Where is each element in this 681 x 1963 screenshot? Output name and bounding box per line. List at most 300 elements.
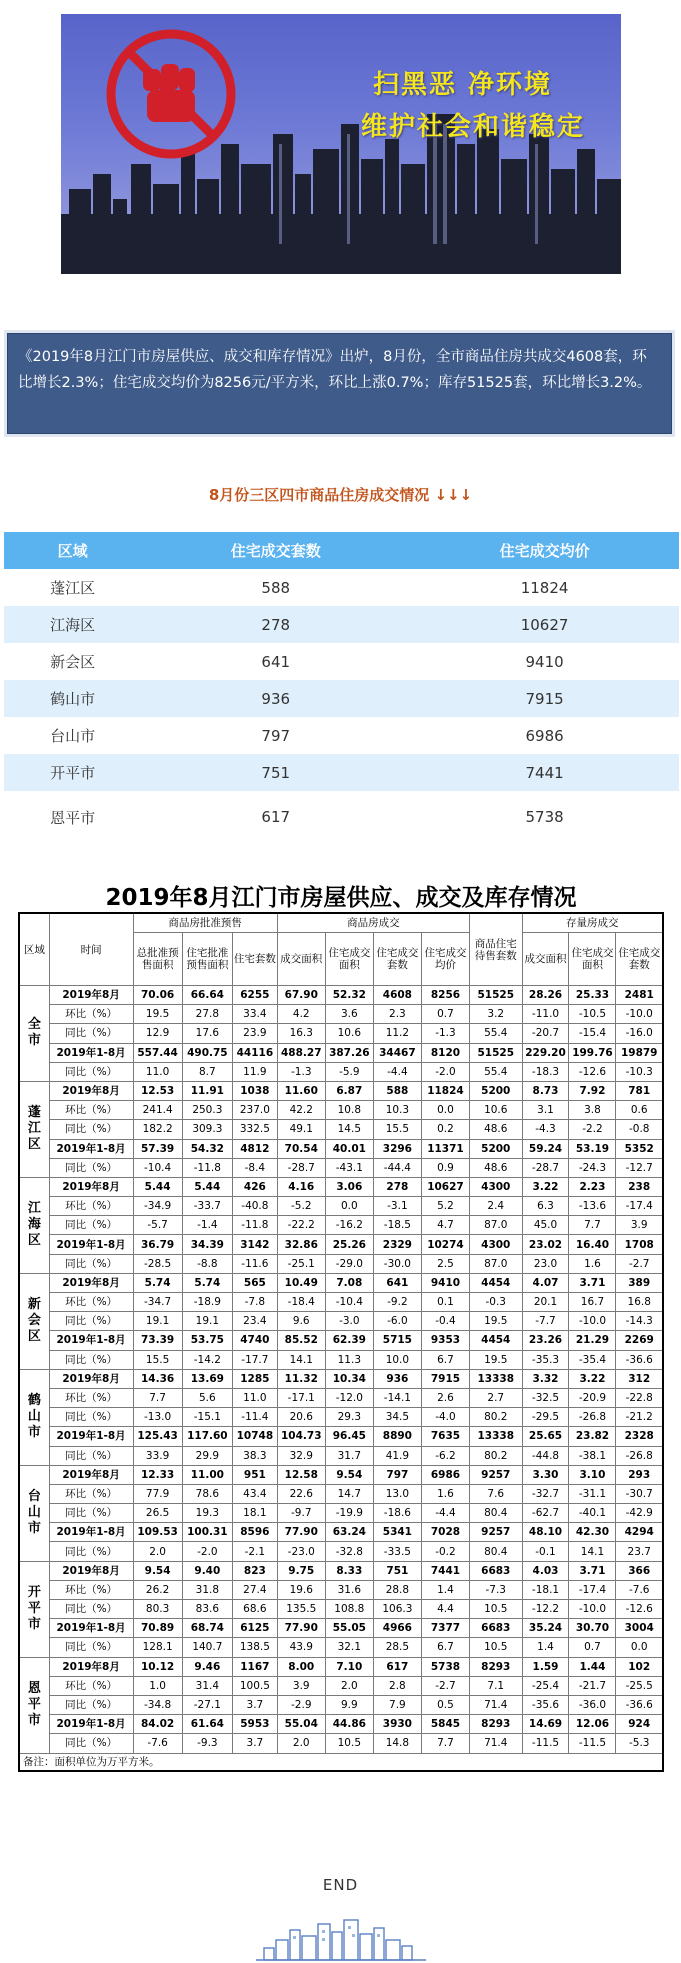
- row-label: 环比（%）: [49, 1676, 133, 1695]
- table-cell: 2481: [616, 986, 663, 1005]
- table-cell: 23.7: [616, 1542, 663, 1561]
- table-cell: 2.5: [421, 1254, 469, 1273]
- table-cell: -26.8: [569, 1408, 616, 1427]
- col-res-avg-price: 住宅成交均价: [421, 933, 469, 986]
- table-cell: 20.1: [522, 1293, 569, 1312]
- table-cell: -36.6: [616, 1350, 663, 1369]
- table-cell: 106.3: [373, 1600, 421, 1619]
- table-cell: 312: [616, 1369, 663, 1388]
- table-row: [19, 1734, 663, 1753]
- table-cell: -14.1: [373, 1388, 421, 1407]
- table-cell: 35.24: [522, 1619, 569, 1638]
- table-cell: 3.8: [569, 1101, 616, 1120]
- header-region: 区域: [4, 532, 141, 569]
- table-cell: 5341: [373, 1523, 421, 1542]
- table-cell: 67.90: [277, 986, 325, 1005]
- table-cell: -6.0: [373, 1312, 421, 1331]
- table-cell: 10.5: [325, 1734, 373, 1753]
- table-cell: 10748: [233, 1427, 278, 1446]
- col-total-presale-area: 总批准预售面积: [133, 933, 182, 986]
- table-cell: 31.8: [182, 1580, 232, 1599]
- row-label: 2019年1-8月: [49, 1715, 133, 1734]
- table-row: [19, 1101, 663, 1120]
- table-cell: -18.1: [522, 1580, 569, 1599]
- table-cell: 109.53: [133, 1523, 182, 1542]
- row-label: 2019年8月: [49, 1465, 133, 1484]
- table-cell: 5.74: [182, 1273, 232, 1292]
- table-cell: 4966: [373, 1619, 421, 1638]
- table-cell: -17.4: [616, 1197, 663, 1216]
- district-name: 新会区: [50, 653, 96, 671]
- table-cell: 104.73: [277, 1427, 325, 1446]
- table-cell: 0.7: [421, 1005, 469, 1024]
- table-cell: 12.53: [133, 1081, 182, 1100]
- table-cell: 28.5: [373, 1638, 421, 1657]
- table-cell: -5.7: [133, 1216, 182, 1235]
- table-cell: -7.6: [133, 1734, 182, 1753]
- district-deals: 936: [141, 680, 410, 717]
- district-section-title: 8月份三区四市商品住房成交情况 ↓↓↓: [208, 486, 473, 504]
- district-row: [4, 680, 679, 717]
- table-cell: 3.2: [469, 1005, 522, 1024]
- table-cell: 490.75: [182, 1043, 232, 1062]
- table-cell: -12.2: [522, 1600, 569, 1619]
- table-cell: 100.31: [182, 1523, 232, 1542]
- district-deals: 751: [141, 754, 410, 791]
- district-name: 鹤山市: [4, 680, 141, 717]
- table-cell: 18.1: [233, 1504, 278, 1523]
- table-cell: 6125: [233, 1619, 278, 1638]
- table-cell: 11.0: [133, 1062, 182, 1081]
- row-label: 同比（%）: [49, 1408, 133, 1427]
- table-cell: 32.1: [325, 1638, 373, 1657]
- row-label: 同比（%）: [49, 1350, 133, 1369]
- table-cell: 19.3: [182, 1504, 232, 1523]
- table-cell: 22.6: [277, 1484, 325, 1503]
- table-cell: 332.5: [233, 1120, 278, 1139]
- table-cell: 135.5: [277, 1600, 325, 1619]
- table-cell: 19.5: [133, 1005, 182, 1024]
- table-cell: -3.1: [373, 1197, 421, 1216]
- table-cell: 7.9: [373, 1695, 421, 1714]
- table-cell: 4294: [616, 1523, 663, 1542]
- table-cell: 42.2: [277, 1101, 325, 1120]
- row-label: 同比（%）: [49, 1734, 133, 1753]
- table-row: [19, 1197, 663, 1216]
- table-cell: 43.4: [233, 1484, 278, 1503]
- table-cell: -5.2: [277, 1197, 325, 1216]
- big-table-title: 2019年8月江门市房屋供应、成交及库存情况: [105, 885, 577, 911]
- table-cell: 7915: [421, 1369, 469, 1388]
- row-label: 同比（%）: [49, 1158, 133, 1177]
- row-label: 同比（%）: [49, 1446, 133, 1465]
- table-cell: -34.7: [133, 1293, 182, 1312]
- table-cell: -0.2: [421, 1542, 469, 1561]
- table-cell: -3.0: [325, 1312, 373, 1331]
- table-cell: 751: [373, 1561, 421, 1580]
- table-cell: 14.36: [133, 1369, 182, 1388]
- table-cell: 38.3: [233, 1446, 278, 1465]
- table-cell: -15.1: [182, 1408, 232, 1427]
- table-cell: -35.6: [522, 1695, 569, 1714]
- end-label: END: [322, 1876, 359, 1894]
- table-cell: 4.03: [522, 1561, 569, 1580]
- table-cell: 8.33: [325, 1561, 373, 1580]
- table-row: [19, 1484, 663, 1503]
- table-cell: 55.4: [469, 1024, 522, 1043]
- table-cell: 29.3: [325, 1408, 373, 1427]
- table-cell: -0.3: [469, 1293, 522, 1312]
- table-cell: 26.2: [133, 1580, 182, 1599]
- table-cell: 1.59: [522, 1657, 569, 1676]
- table-cell: -18.9: [182, 1293, 232, 1312]
- row-label: 2019年1-8月: [49, 1331, 133, 1350]
- table-cell: 7441: [421, 1561, 469, 1580]
- table-cell: -22.8: [616, 1388, 663, 1407]
- table-cell: -10.0: [616, 1005, 663, 1024]
- district-row: [4, 606, 679, 643]
- table-cell: 70.89: [133, 1619, 182, 1638]
- district-row: [4, 791, 679, 843]
- table-cell: 7.1: [469, 1676, 522, 1695]
- table-cell: 12.33: [133, 1465, 182, 1484]
- table-cell: -11.6: [233, 1254, 278, 1273]
- table-cell: 28.26: [522, 986, 569, 1005]
- table-cell: 7377: [421, 1619, 469, 1638]
- table-cell: 17.6: [182, 1024, 232, 1043]
- table-cell: -12.0: [325, 1388, 373, 1407]
- table-cell: -1.3: [277, 1062, 325, 1081]
- table-cell: 1285: [233, 1369, 278, 1388]
- table-cell: 3004: [616, 1619, 663, 1638]
- table-cell: 293: [616, 1465, 663, 1484]
- table-cell: 73.39: [133, 1331, 182, 1350]
- table-cell: 11.9: [233, 1062, 278, 1081]
- table-cell: 80.4: [469, 1542, 522, 1561]
- table-cell: 9.46: [182, 1657, 232, 1676]
- table-cell: -35.4: [569, 1350, 616, 1369]
- table-cell: 9410: [421, 1273, 469, 1292]
- row-label: 环比（%）: [49, 1388, 133, 1407]
- row-label: 同比（%）: [49, 1312, 133, 1331]
- table-cell: 25.33: [569, 986, 616, 1005]
- region-name: 全市: [19, 986, 49, 1082]
- table-row: [19, 986, 663, 1005]
- table-cell: 4.7: [421, 1216, 469, 1235]
- table-cell: 389: [616, 1273, 663, 1292]
- table-cell: 10627: [421, 1177, 469, 1196]
- table-cell: -10.0: [569, 1312, 616, 1331]
- table-cell: 5352: [616, 1139, 663, 1158]
- table-cell: 1708: [616, 1235, 663, 1254]
- district-price: 6986: [525, 726, 564, 745]
- table-cell: 9.54: [133, 1561, 182, 1580]
- row-label: 同比（%）: [49, 1024, 133, 1043]
- table-cell: -30.0: [373, 1254, 421, 1273]
- table-cell: 19.6: [277, 1580, 325, 1599]
- table-cell: 7.7: [569, 1216, 616, 1235]
- skyline-illustration: [61, 14, 621, 274]
- table-row: [19, 1504, 663, 1523]
- table-cell: 30.70: [569, 1619, 616, 1638]
- table-cell: -11.5: [522, 1734, 569, 1753]
- table-row: [19, 1695, 663, 1714]
- table-cell: -25.5: [616, 1676, 663, 1695]
- table-cell: 1038: [233, 1081, 278, 1100]
- table-cell: 19.1: [133, 1312, 182, 1331]
- table-cell: 237.0: [233, 1101, 278, 1120]
- table-cell: 16.7: [569, 1293, 616, 1312]
- table-cell: 1.4: [421, 1580, 469, 1599]
- row-label: 2019年1-8月: [49, 1235, 133, 1254]
- district-price: 10627: [410, 606, 679, 643]
- table-cell: -22.2: [277, 1216, 325, 1235]
- row-label: 2019年1-8月: [49, 1427, 133, 1446]
- table-cell: 16.3: [277, 1024, 325, 1043]
- table-cell: -34.9: [133, 1197, 182, 1216]
- table-cell: 23.26: [522, 1331, 569, 1350]
- table-cell: -32.5: [522, 1388, 569, 1407]
- group-presale: 商品房批准预售: [133, 913, 277, 933]
- table-cell: 0.7: [569, 1638, 616, 1657]
- table-cell: 20.6: [277, 1408, 325, 1427]
- table-cell: 10.5: [469, 1638, 522, 1657]
- table-cell: 6255: [233, 986, 278, 1005]
- district-table: [4, 532, 679, 843]
- table-cell: 199.76: [569, 1043, 616, 1062]
- table-cell: -10.4: [325, 1293, 373, 1312]
- table-cell: 43.9: [277, 1638, 325, 1657]
- table-cell: 9.40: [182, 1561, 232, 1580]
- table-cell: 108.8: [325, 1600, 373, 1619]
- table-cell: 3.6: [325, 1005, 373, 1024]
- table-cell: 797: [373, 1465, 421, 1484]
- table-cell: 19.5: [469, 1350, 522, 1369]
- table-cell: 5.2: [421, 1197, 469, 1216]
- table-cell: 8256: [421, 986, 469, 1005]
- table-cell: 4454: [469, 1331, 522, 1350]
- table-cell: 26.5: [133, 1504, 182, 1523]
- table-cell: 138.5: [233, 1638, 278, 1657]
- district-table-header: [4, 532, 679, 569]
- district-name: 蓬江区: [50, 579, 96, 597]
- table-cell: 5.44: [133, 1177, 182, 1196]
- table-cell: -1.4: [182, 1216, 232, 1235]
- table-cell: -9.3: [182, 1734, 232, 1753]
- table-cell: 84.02: [133, 1715, 182, 1734]
- table-cell: 55.05: [325, 1619, 373, 1638]
- table-cell: -11.8: [233, 1216, 278, 1235]
- table-cell: 5738: [421, 1657, 469, 1676]
- table-cell: -12.6: [616, 1600, 663, 1619]
- table-cell: -40.1: [569, 1504, 616, 1523]
- table-row: [19, 1062, 663, 1081]
- table-cell: 80.3: [133, 1600, 182, 1619]
- table-row: [19, 1350, 663, 1369]
- table-cell: -4.4: [373, 1062, 421, 1081]
- table-cell: 80.4: [469, 1504, 522, 1523]
- table-cell: -0.8: [616, 1120, 663, 1139]
- table-cell: 4.4: [421, 1600, 469, 1619]
- district-price: 9410: [525, 652, 564, 671]
- table-cell: 40.01: [325, 1139, 373, 1158]
- table-row: [19, 1235, 663, 1254]
- district-price: 7441: [410, 754, 679, 791]
- table-cell: 9257: [469, 1523, 522, 1542]
- table-cell: 10.5: [469, 1600, 522, 1619]
- banner-slogan-line2: 维护社会和谐稳定: [361, 112, 586, 142]
- table-cell: 33.9: [133, 1446, 182, 1465]
- table-cell: 4740: [233, 1331, 278, 1350]
- table-cell: 2.3: [373, 1005, 421, 1024]
- table-cell: 9353: [421, 1331, 469, 1350]
- district-name: 开平市: [4, 754, 141, 791]
- region-name: 鹤山市: [19, 1369, 49, 1465]
- table-cell: -25.4: [522, 1676, 569, 1695]
- table-row: [19, 1619, 663, 1638]
- table-cell: 34467: [373, 1043, 421, 1062]
- table-cell: 5.6: [182, 1388, 232, 1407]
- table-cell: 0.5: [421, 1695, 469, 1714]
- table-cell: 48.6: [469, 1120, 522, 1139]
- table-cell: -36.6: [616, 1695, 663, 1714]
- table-cell: 1.0: [133, 1676, 182, 1695]
- table-cell: 5200: [469, 1139, 522, 1158]
- table-cell: -0.4: [421, 1312, 469, 1331]
- table-cell: 87.0: [469, 1216, 522, 1235]
- district-price: 7915: [410, 680, 679, 717]
- table-row: [19, 1388, 663, 1407]
- table-row: [19, 1657, 663, 1676]
- table-cell: 70.54: [277, 1139, 325, 1158]
- header-price: 住宅成交均价: [410, 532, 679, 569]
- table-cell: 9.9: [325, 1695, 373, 1714]
- table-cell: 3.30: [522, 1465, 569, 1484]
- table-cell: -4.4: [421, 1504, 469, 1523]
- table-row: [19, 1312, 663, 1331]
- table-cell: 2.6: [421, 1388, 469, 1407]
- table-cell: 14.5: [325, 1120, 373, 1139]
- table-cell: 13.0: [373, 1484, 421, 1503]
- table-cell: 0.9: [421, 1158, 469, 1177]
- table-cell: 71.4: [469, 1734, 522, 1753]
- table-cell: -33.7: [182, 1197, 232, 1216]
- table-cell: 12.58: [277, 1465, 325, 1484]
- table-cell: 7.08: [325, 1273, 373, 1292]
- table-cell: 1.6: [569, 1254, 616, 1273]
- table-cell: 6.3: [522, 1197, 569, 1216]
- table-cell: 5.44: [182, 1177, 232, 1196]
- table-cell: 4812: [233, 1139, 278, 1158]
- district-name: 恩平市: [50, 808, 96, 827]
- row-label: 2019年8月: [49, 1561, 133, 1580]
- table-cell: 9257: [469, 1465, 522, 1484]
- table-cell: -17.7: [233, 1350, 278, 1369]
- table-cell: -2.7: [421, 1676, 469, 1695]
- table-cell: -4.0: [421, 1408, 469, 1427]
- table-row: [19, 1523, 663, 1542]
- table-cell: 565: [233, 1273, 278, 1292]
- table-cell: 2329: [373, 1235, 421, 1254]
- table-cell: 63.24: [325, 1523, 373, 1542]
- table-cell: 31.7: [325, 1446, 373, 1465]
- row-label: 环比（%）: [49, 1197, 133, 1216]
- table-cell: 45.0: [522, 1216, 569, 1235]
- table-cell: 7.7: [133, 1388, 182, 1407]
- table-cell: 11.60: [277, 1081, 325, 1100]
- table-cell: 238: [616, 1177, 663, 1196]
- row-label: 环比（%）: [49, 1484, 133, 1503]
- table-cell: -5.9: [325, 1062, 373, 1081]
- table-cell: 42.30: [569, 1523, 616, 1542]
- table-cell: 11.32: [277, 1369, 325, 1388]
- table-note-row: [19, 1753, 663, 1771]
- table-cell: 10.8: [325, 1101, 373, 1120]
- table-cell: 6.7: [421, 1638, 469, 1657]
- table-cell: 3.22: [569, 1369, 616, 1388]
- table-cell: 6.87: [325, 1081, 373, 1100]
- table-cell: -36.0: [569, 1695, 616, 1714]
- district-name: 台山市: [50, 727, 96, 745]
- table-cell: 10.6: [325, 1024, 373, 1043]
- table-cell: -35.3: [522, 1350, 569, 1369]
- table-cell: 57.39: [133, 1139, 182, 1158]
- row-label: 2019年1-8月: [49, 1139, 133, 1158]
- table-cell: 19.1: [182, 1312, 232, 1331]
- table-cell: 0.0: [325, 1197, 373, 1216]
- row-label: 同比（%）: [49, 1695, 133, 1714]
- table-cell: -32.8: [325, 1542, 373, 1561]
- region-name: 开平市: [19, 1561, 49, 1657]
- table-cell: 100.5: [233, 1676, 278, 1695]
- table-cell: 23.02: [522, 1235, 569, 1254]
- table-cell: 52.32: [325, 986, 373, 1005]
- table-cell: 33.4: [233, 1005, 278, 1024]
- table-cell: -2.2: [569, 1120, 616, 1139]
- table-cell: 70.06: [133, 986, 182, 1005]
- row-label: 环比（%）: [49, 1101, 133, 1120]
- table-cell: -2.9: [277, 1695, 325, 1714]
- table-cell: 3.7: [233, 1695, 278, 1714]
- table-cell: -11.5: [569, 1734, 616, 1753]
- table-cell: 8.7: [182, 1062, 232, 1081]
- table-row: [19, 1158, 663, 1177]
- table-cell: 3930: [373, 1715, 421, 1734]
- table-cell: 7028: [421, 1523, 469, 1542]
- table-cell: 117.60: [182, 1427, 232, 1446]
- table-cell: -4.3: [522, 1120, 569, 1139]
- table-row: [19, 1005, 663, 1024]
- row-label: 2019年8月: [49, 1273, 133, 1292]
- table-cell: 51525: [469, 986, 522, 1005]
- table-cell: 44116: [233, 1043, 278, 1062]
- table-cell: 31.4: [182, 1676, 232, 1695]
- table-cell: 16.8: [616, 1293, 663, 1312]
- table-cell: -19.9: [325, 1504, 373, 1523]
- table-cell: 77.9: [133, 1484, 182, 1503]
- table-cell: 27.8: [182, 1005, 232, 1024]
- row-label: 2019年8月: [49, 1177, 133, 1196]
- table-cell: -23.0: [277, 1542, 325, 1561]
- table-cell: 29.9: [182, 1446, 232, 1465]
- table-cell: -18.5: [373, 1216, 421, 1235]
- table-cell: 3.22: [522, 1177, 569, 1196]
- table-cell: 25.26: [325, 1235, 373, 1254]
- table-row: [19, 1216, 663, 1235]
- table-cell: -14.3: [616, 1312, 663, 1331]
- district-deals: 641: [261, 652, 291, 671]
- table-row: [19, 1081, 663, 1100]
